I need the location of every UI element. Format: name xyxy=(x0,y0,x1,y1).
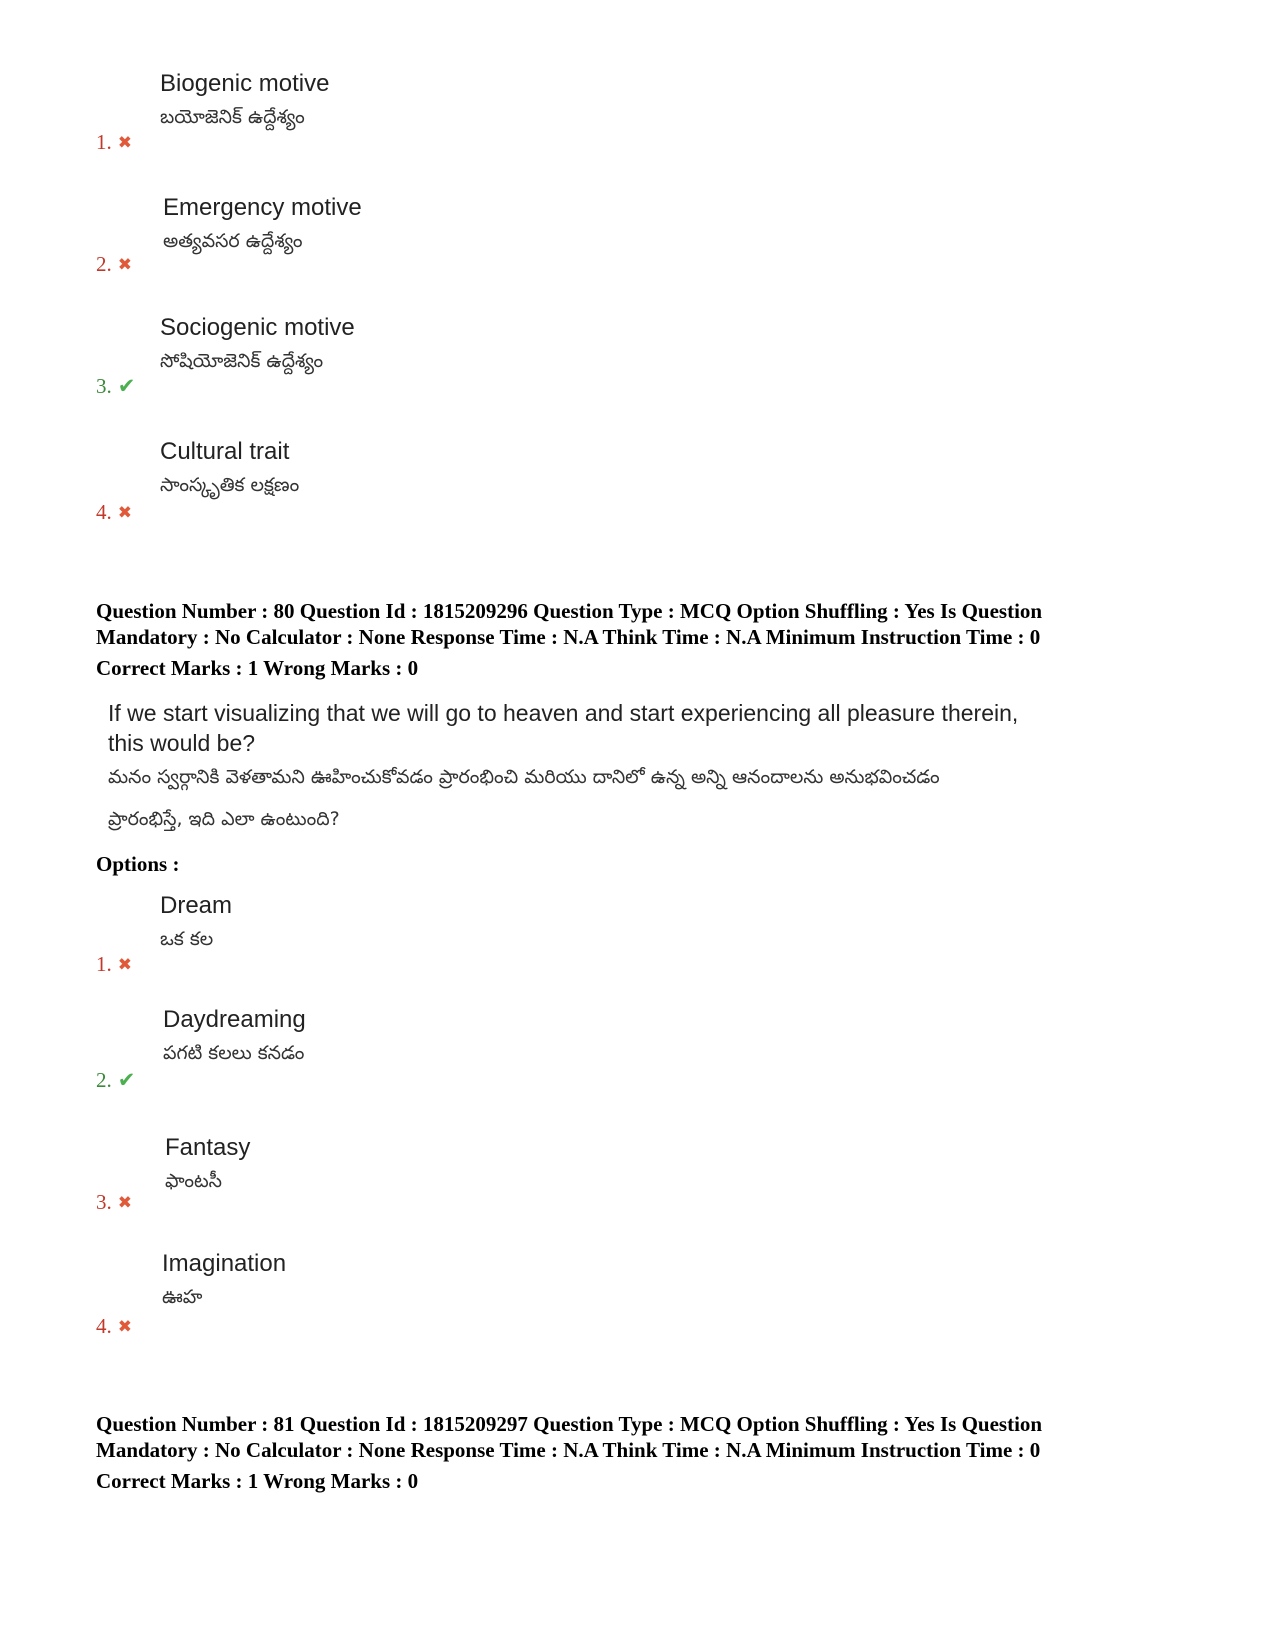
q80-option-3-number: 3. xyxy=(96,1190,112,1214)
prev-option-3-number: 3. xyxy=(96,374,112,398)
q80-option-2-text-te: పగటి కలలు కనడం xyxy=(163,1042,305,1064)
q80-option-4-marker xyxy=(96,1314,132,1339)
q80-options-label: Options : xyxy=(96,852,180,876)
prev-option-1-marker xyxy=(96,130,132,155)
cross-icon: ✖ xyxy=(117,133,132,153)
q80-option-4-number: 4. xyxy=(96,1314,112,1338)
q80-meta-line-1: Question Number : 80 Question Id : 1815209296 Question Type : MCQ Option Shuffling : Yes Is Question xyxy=(96,599,1043,623)
q80-marks: Correct Marks : 1 Wrong Marks : 0 xyxy=(96,656,419,680)
prev-option-1-number: 1. xyxy=(96,130,112,154)
prev-option-4-text-en: Cultural trait xyxy=(160,438,290,465)
q80-option-2-number: 2. xyxy=(96,1068,112,1092)
prev-option-2-marker xyxy=(96,252,132,277)
q80-option-3-text-te: ఫాంటసీ xyxy=(165,1170,223,1192)
q81-meta-line-1: Question Number : 81 Question Id : 1815209297 Question Type : MCQ Option Shuffling : Yes Is Question xyxy=(96,1412,1043,1436)
prev-option-4-number: 4. xyxy=(96,500,112,524)
check-icon: ✔ xyxy=(117,374,136,398)
q81-marks: Correct Marks : 1 Wrong Marks : 0 xyxy=(96,1469,419,1493)
q80-option-1-text-te: ఒక కల xyxy=(160,928,214,950)
prev-option-2-text-te: అత్యవసర ఉద్దేశ్యం xyxy=(163,230,303,252)
q80-option-1-number: 1. xyxy=(96,952,112,976)
q80-meta-line-2: Mandatory : No Calculator : None Response Time : N.A Think Time : N.A Minimum Instruction Time : 0 xyxy=(96,625,1041,649)
q80-option-2-marker xyxy=(96,1068,135,1093)
cross-icon: ✖ xyxy=(117,255,132,275)
prev-option-1-text-en: Biogenic motive xyxy=(160,70,330,97)
q81-meta-line-2: Mandatory : No Calculator : None Response Time : N.A Think Time : N.A Minimum Instruction Time : 0 xyxy=(96,1438,1041,1462)
q80-option-2-text-en: Daydreaming xyxy=(163,1006,306,1033)
q80-question-en-line-2: this would be? xyxy=(108,730,256,756)
q80-option-3-marker xyxy=(96,1190,132,1215)
cross-icon: ✖ xyxy=(117,1193,132,1213)
q80-option-4-text-en: Imagination xyxy=(162,1250,287,1277)
cross-icon: ✖ xyxy=(117,503,132,523)
prev-option-2-number: 2. xyxy=(96,252,112,276)
prev-option-4-marker xyxy=(96,500,132,525)
q80-question-en-line-1: If we start visualizing that we will go to heaven and start experiencing all pleasure therein, xyxy=(108,700,1019,726)
cross-icon: ✖ xyxy=(117,1317,132,1337)
prev-option-4-text-te: సాంస్కృతిక లక్షణం xyxy=(160,474,300,496)
prev-option-3-marker xyxy=(96,374,135,399)
q80-question-te-line-1: మనం స్వర్గానికి వెళతామని ఊహించుకోవడం ప్రారంభించి మరియు దానిలో ఉన్న అన్ని ఆనందాలను అనుభవించడం xyxy=(108,766,940,788)
q80-question-te-line-2: ప్రారంభిస్తే, ఇది ఎలా ఉంటుంది? xyxy=(108,808,340,830)
q80-option-1-text-en: Dream xyxy=(160,892,233,919)
prev-option-1-text-te: బయోజెనిక్ ఉద్దేశ్యం xyxy=(160,106,305,128)
prev-option-2-text-en: Emergency motive xyxy=(163,194,362,221)
q80-option-1-marker xyxy=(96,952,132,977)
cross-icon: ✖ xyxy=(117,955,132,975)
prev-option-3-text-en: Sociogenic motive xyxy=(160,314,355,341)
prev-option-3-text-te: సోషియోజెనిక్ ఉద్దేశ్యం xyxy=(160,350,324,372)
q80-option-3-text-en: Fantasy xyxy=(165,1134,251,1161)
check-icon: ✔ xyxy=(117,1068,136,1092)
q80-option-4-text-te: ఊహ xyxy=(162,1286,203,1308)
